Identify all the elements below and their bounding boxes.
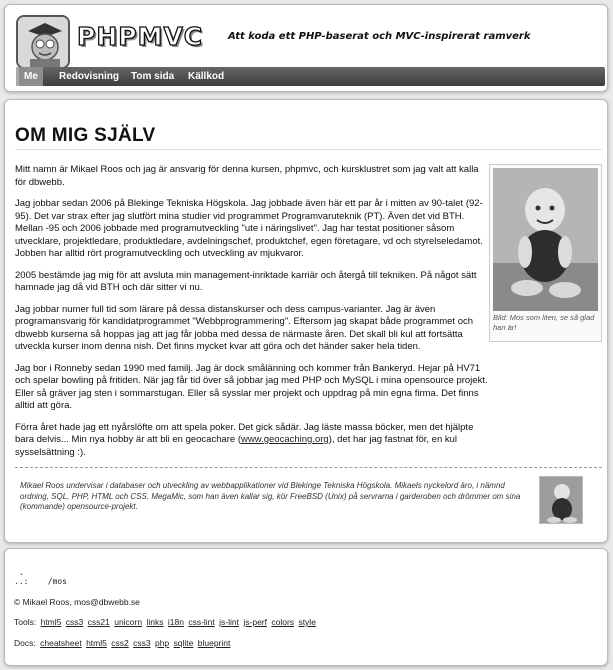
- byline-photo-image: [540, 477, 583, 524]
- nav-item-me[interactable]: Me: [16, 67, 43, 86]
- title-divider: [15, 149, 602, 150]
- paragraph: Jag jobbar numer full tid som lärare på dessa distanskurser och dess campus-varianter. Jag är även programansvarig för kandidatprogrammet "Webbprogrammering". Eftersom jag skapat både programmet och dbwebb kurserna så hoppas jag att jag får jobba med dessa de närmaste åren. Det skall bli kul att fortsätta utveckla kurser inom denna nish. Det finns mycket kvar att göra och det händer saker hela tiden.: [15, 303, 474, 352]
- tools-link-unicorn[interactable]: unicorn: [114, 617, 143, 627]
- site-slogan: Att koda ett PHP-baserat och MVC-inspirerat ramverk: [228, 31, 531, 42]
- docs-link-cheatsheet[interactable]: cheatsheet: [40, 638, 82, 648]
- page-title: OM MIG SJÄLV: [15, 125, 156, 146]
- docs-link-php[interactable]: php: [154, 638, 170, 648]
- byline-text: Mikael Roos undervisar i databaser och utveckling av webbapplikationer vid Blekinge Tekniska Högskola. Mikaels nyckelord äro, i nämnd ordning, SQL, PHP, HTML och CSS. MegaMic, som han även kallar sig, kör FreeBSD (Unix) på servrarna i garderoben och drömmer om sina (kommande) opensource-projekt.: [20, 481, 521, 511]
- docs-label: Docs:: [14, 638, 36, 648]
- site-title: PHPMVC: [77, 22, 204, 51]
- tools-label: Tools:: [14, 617, 37, 627]
- paragraph: Mitt namn är Mikael Roos och jag är ansvarig för denna kursen, phpmvc, och kursklustret som jag valt att kalla för dbwebb.: [15, 164, 479, 188]
- tools-link-style[interactable]: style: [298, 617, 316, 627]
- tools-link-i18n[interactable]: i18n: [167, 617, 184, 627]
- docs-link-blueprint[interactable]: blueprint: [197, 638, 231, 648]
- tools-link-css21[interactable]: css21: [87, 617, 110, 627]
- tools-link-css3[interactable]: css3: [65, 617, 84, 627]
- paragraph: 2005 bestämde jag mig för att avsluta min management-inriktade karriär och återgå till tekniken. På något sätt hamnade jag då vid BTH och där sitter vi nu.: [15, 269, 477, 293]
- geocaching-link[interactable]: www.geocaching.org: [241, 434, 329, 445]
- nav-item-kallkod[interactable]: Källkod: [188, 71, 225, 82]
- site-logo[interactable]: [16, 15, 70, 69]
- tools-link-colors[interactable]: colors: [271, 617, 295, 627]
- docs-link-css3[interactable]: css3: [133, 638, 151, 648]
- logo-face-icon: [18, 17, 70, 69]
- paragraph: [15, 422, 488, 460]
- tools-link-css-lint[interactable]: css-lint: [188, 617, 215, 627]
- tools-link-html5[interactable]: html5: [40, 617, 62, 627]
- paragraph: Jag bor i Ronneby sedan 1990 med familj. Jag är dock smålänning och kommer från Bankeryd. Hejar på HV71 och spelar bowling på fritiden. När jag får tid över så jobbar jag med PHP och MySQL i mina opensource projekt. Eller så gräver jag sten i sommarstugan. Eller så sysslar mer projekt och uppdrag på min egna firma. Det finns alltid att göra.: [15, 362, 488, 411]
- byline-divider: [15, 467, 602, 468]
- nav-item-tom-sida[interactable]: Tom sida: [131, 71, 175, 82]
- docs-link-css2[interactable]: css2: [111, 638, 129, 648]
- baby-photo-image: [493, 168, 598, 311]
- paragraph-text: Förra året hade jag ett nyårslöfte om att spela poker. Det gick sådär. Jag läste massa böcker, men det hjälpte bara delvis... Min nya hobby är att bli en geocachare (: [15, 421, 474, 445]
- figure-caption: Bild: Mos som liten, se så glad han är!: [493, 313, 595, 332]
- copyright: © Mikael Roos, mos@dbwebb.se: [14, 597, 140, 607]
- tools-link-js-perf[interactable]: js-perf: [243, 617, 267, 627]
- figure: [489, 164, 602, 342]
- byline-photo: [539, 476, 583, 524]
- article-text: [15, 164, 488, 468]
- paragraph: Jag jobbar sedan 2006 på Blekinge Tekniska Högskola. Jag jobbade även här ett par år i mitten av 90-talet (92-95). Det var strax efter jag slutfört mina studier vid programmet Programvaruteknik (PT). Även det vid BTH. Mellan -95 och 2006 jobbade med programutveckling "ute i näringslivet". Jag har testat positioner såsom utvecklare, projektledare, produktledare, avdelningschef, produktchef, egen företagare, vd och styrelseledamot. Jobben har alltid rört programutveckling och utveckling av mjukvaror.: [15, 198, 483, 259]
- baby-photo: [493, 168, 598, 311]
- tools-link-links[interactable]: links: [146, 617, 164, 627]
- docs-links: [14, 638, 232, 648]
- docs-link-html5[interactable]: html5: [86, 638, 107, 648]
- tools-link-js-lint[interactable]: js-lint: [219, 617, 239, 627]
- navbar: [16, 67, 605, 86]
- paragraph-text: ), det har jag fastnat för, en kul sysselsättning :).: [15, 434, 458, 458]
- nav-item-redovisning[interactable]: Redovisning: [59, 71, 120, 82]
- header: [4, 4, 608, 92]
- ascii-signature: . ..: /mos: [14, 568, 67, 586]
- tools-links: [14, 617, 318, 627]
- footer: [4, 548, 608, 666]
- docs-link-sqlite[interactable]: sqlite: [173, 638, 194, 648]
- main-content: [4, 99, 608, 543]
